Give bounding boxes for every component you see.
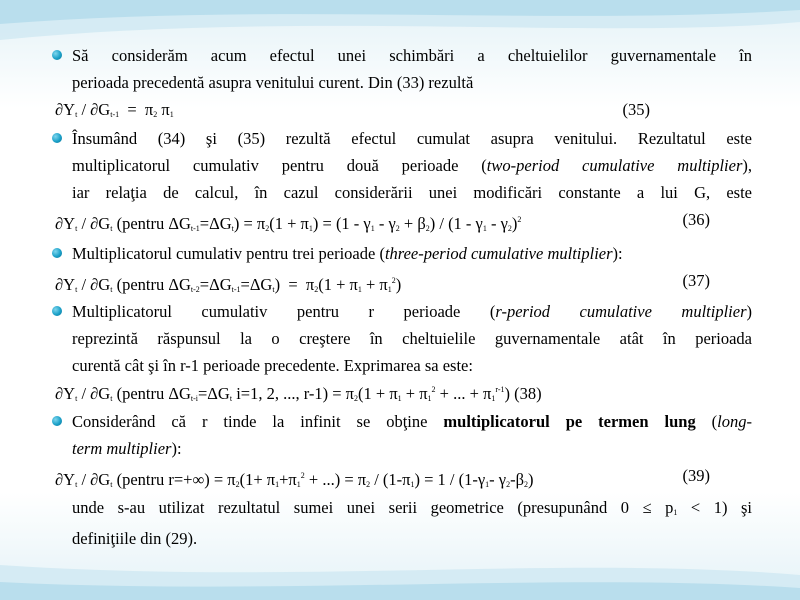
equation-text: $\partial Y_t / \partial G_{t-1} = \pi_2$ $\pi_1$: [55, 100, 174, 119]
equation-35: [55, 96, 655, 123]
line: iar relaţia de calcul, în cazul considerării unei modificări constante a lui G, este: [72, 183, 752, 202]
bullet-icon: [52, 306, 62, 316]
bullet-paragraph-2: [72, 125, 752, 206]
line: Să considerăm acum efectul unei schimbări a cheltuielilor guvernamentale în: [72, 46, 752, 65]
line: Multiplicatorul cumulativ pentru r perioade (r-period cumulative multiplier): [72, 302, 752, 321]
bullet-paragraph-1: [72, 42, 752, 96]
line: curentă cât şi în r-1 perioade precedente. Exprimarea sa este:: [72, 356, 473, 375]
line: term multiplier):: [72, 439, 182, 458]
equation-number: (35): [622, 100, 650, 119]
bullet-paragraph-4: [72, 298, 752, 379]
bullet-paragraph-3: [72, 240, 752, 267]
equation-text: $\partial Y_t / \partial G_t$ (pentru $\Delta G_{t-2}=\Delta G_{t-1}=\Delta G_t) = \pi_2(1 + \pi_1 + \pi_1^2)$: [55, 275, 402, 294]
line: unde s-au utilizat rezultatul sumei unei serii geometrice (presupunând $0 \le p_1 < 1$) şi: [72, 498, 752, 517]
equation-number: (36): [682, 210, 710, 229]
equation-37: [55, 267, 655, 294]
equation-number: (37): [682, 271, 710, 290]
line: Multiplicatorul cumulativ pentru trei perioade (three-period cumulative multiplier):: [72, 244, 623, 263]
equation-number: (39): [682, 466, 710, 485]
equation-text: $\partial Y_t / \partial G_t$ (pentru $\Delta G_{t-i}=\Delta G_t$ i=1, 2, ..., $r-1) = \pi_2(1 + \pi_1 + \pi_1^2$ + ... + $\pi_1^{r-1}$): [55, 384, 511, 403]
line: definiţiile din (29).: [72, 529, 198, 548]
equation-36: [55, 206, 655, 233]
equation-38: [55, 376, 655, 403]
equation-text: $\partial Y_t / \partial G_t$ (pentru $\Delta G_{t-1}=\Delta G_t) = \pi_2(1 + \pi_1) = (1 - \gamma_1 - \gamma_2 + \beta_2) / (1 - \gamma_1 - \gamma_2)^2$: [55, 214, 522, 233]
equation-39: [55, 462, 655, 489]
bullet-icon: [52, 133, 62, 143]
line: multiplicatorul cumulativ pentru două perioade (two-period cumulative multiplier),: [72, 156, 752, 175]
equation-text: $\partial Y_t / \partial G_t$ (pentru $r=+\infty) = \pi_2(1+ \pi_1+\pi_1^2$ + ...) = $\pi_2 / (1-\pi_1) = 1 / (1-\gamma_1-$ $\gamma_2-\beta_2$): [55, 470, 534, 489]
line: Însumând (34) şi (35) rezultă efectul cumulat asupra venitului. Rezultatul este: [72, 129, 752, 148]
trailing-paragraph: [72, 494, 752, 552]
equation-number: (38): [514, 384, 542, 403]
line: perioada precedentă asupra venitului curent. Din (33) rezultă: [72, 73, 474, 92]
bullet-icon: [52, 50, 62, 60]
line: reprezintă răspunsul la o creştere în cheltuielile guvernamentale atât în perioada: [72, 329, 752, 348]
bullet-icon: [52, 248, 62, 258]
bullet-icon: [52, 416, 62, 426]
line: Considerând că r tinde la infinit se obţine multiplicatorul pe termen lung (long-: [72, 412, 752, 431]
bullet-paragraph-5: [72, 408, 752, 462]
